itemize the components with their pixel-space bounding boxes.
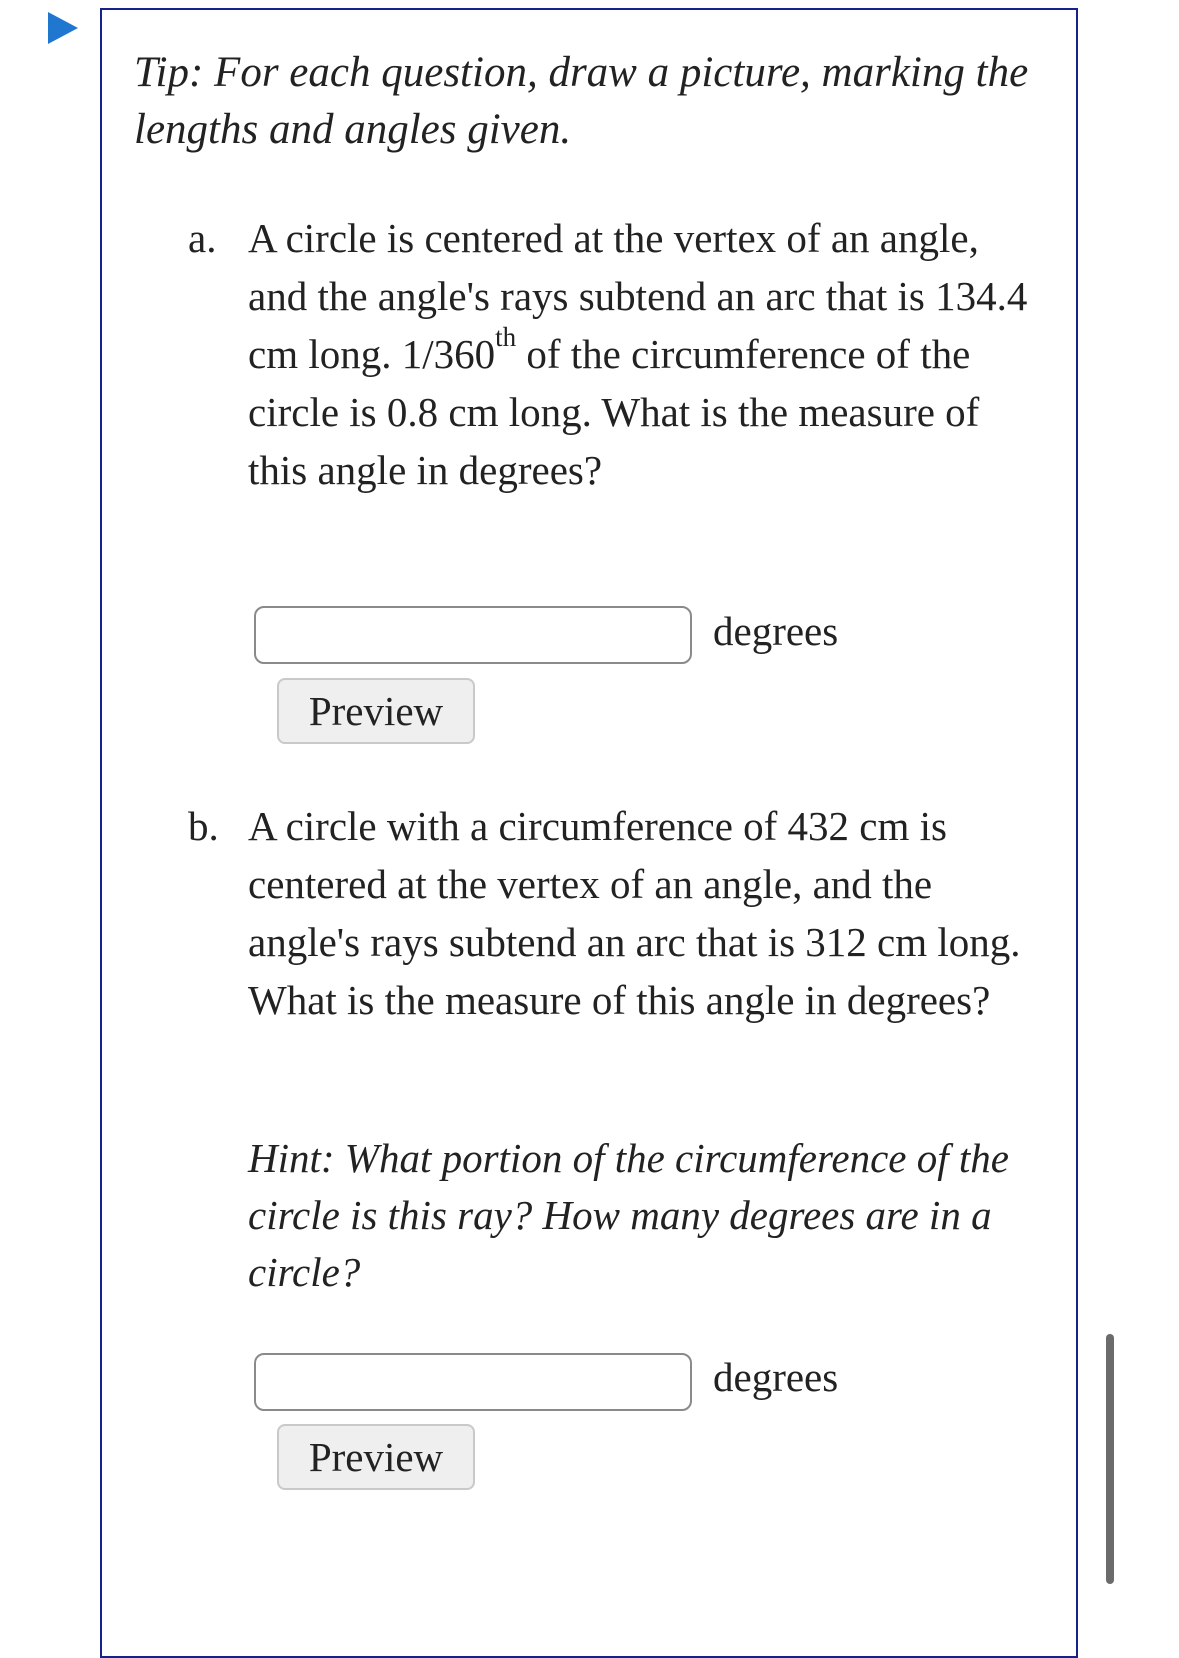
preview-a-button[interactable]: Preview [277, 678, 475, 744]
tip-text: Tip: For each question, draw a picture, marking the lengths and angles given. [134, 49, 1029, 153]
collapse-arrow-icon[interactable] [48, 12, 78, 44]
question-a-label: a. [188, 215, 217, 261]
question-b-text: A circle with a circumference of 432 cm is centered at the vertex of an angle, and the angle's rays subtend an arc that is 312 cm long. What is the measure of this angle in degrees? [248, 803, 1021, 1023]
answer-b-unit: degrees [713, 1354, 839, 1400]
question-b-label: b. [188, 803, 219, 849]
preview-b-button[interactable]: Preview [277, 1424, 475, 1490]
answer-a-input[interactable] [254, 606, 692, 664]
question-a-text: A circle is centered at the vertex of an angle, and the angle's rays subtend an arc that is 134.4 cm long. 1/360th of the circumference of the circle is 0.8 cm long. What is the measure of this angle in degrees? [248, 215, 1028, 493]
scrollbar-thumb[interactable] [1106, 1334, 1114, 1584]
answer-b-input[interactable] [254, 1353, 692, 1411]
question-panel [100, 8, 1078, 1658]
answer-a-unit: degrees [713, 608, 839, 654]
question-b-hint: Hint: What portion of the circumference of the circle is this ray? How many degrees are in a circle? [248, 1135, 1009, 1295]
